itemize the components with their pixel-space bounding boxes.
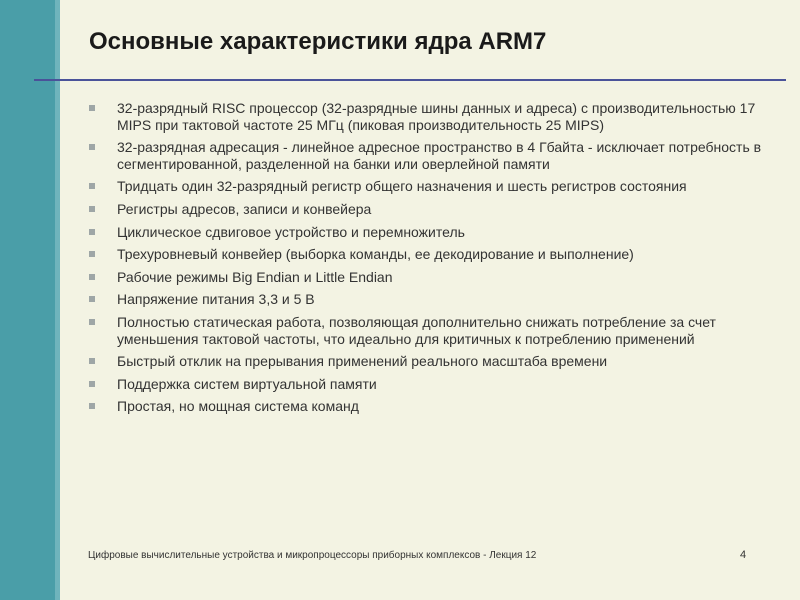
bullet-list bbox=[88, 100, 778, 421]
bullet-item bbox=[88, 139, 778, 172]
bullet-text: Циклическое сдвиговое устройство и перемножитель bbox=[117, 223, 465, 240]
bullet-text: Быстрый отклик на прерывания применений реального масштаба времени bbox=[117, 353, 608, 370]
bullet-text: Тридцать один 32-разрядный регистр общего назначения и шесть регистров состояния bbox=[117, 178, 687, 195]
square-bullet-icon bbox=[89, 229, 95, 235]
square-bullet-icon bbox=[89, 358, 95, 364]
square-bullet-icon bbox=[89, 403, 95, 409]
square-bullet-icon bbox=[89, 251, 95, 257]
slide-footer: Цифровые вычислительные устройства и микропроцессоры приборных комплексов - Лекция 12 bbox=[88, 550, 537, 561]
bullet-text: 32-разрядный RISC процессор (32-разрядные шины данных и адреса) с производительностью 17 MIPS при тактовой частоте 25 МГц (пиковая производительность 25 MIPS) bbox=[117, 100, 756, 133]
square-bullet-icon bbox=[89, 274, 95, 280]
left-accent-bar-edge bbox=[55, 0, 60, 600]
title-underline bbox=[34, 79, 786, 81]
square-bullet-icon bbox=[89, 296, 95, 302]
square-bullet-icon bbox=[89, 105, 95, 111]
bullet-item bbox=[88, 246, 778, 263]
bullet-text: Простая, но мощная система команд bbox=[117, 398, 359, 415]
bullet-text: Напряжение питания 3,3 и 5 В bbox=[117, 291, 315, 308]
square-bullet-icon bbox=[89, 381, 95, 387]
bullet-item bbox=[88, 291, 778, 308]
bullet-text: Трехуровневый конвейер (выборка команды, ее декодирование и выполнение) bbox=[117, 246, 634, 263]
bullet-text: 32-разрядная адресация - линейное адресное пространство в 4 Гбайта - исключает потребность в сегментированной, разделенной на банки или оверлейной памяти bbox=[117, 139, 762, 172]
bullet-text: Полностью статическая работа, позволяющая дополнительно снижать потребление за счет уменьшения тактовой частоты, что идеально для критичных к потреблению применений bbox=[117, 313, 716, 347]
bullet-text: Регистры адресов, записи и конвейера bbox=[117, 200, 372, 217]
bullet-text: Поддержка систем виртуальной памяти bbox=[117, 375, 377, 392]
bullet-item bbox=[88, 269, 778, 286]
square-bullet-icon bbox=[89, 319, 95, 325]
bullet-text: Рабочие режимы Big Endian и Little Endian bbox=[117, 268, 393, 285]
bullet-item bbox=[88, 100, 778, 133]
bullet-item bbox=[88, 376, 778, 393]
slide-title: Основные характеристики ядра ARM7 bbox=[89, 28, 547, 55]
bullet-item bbox=[88, 224, 778, 241]
bullet-item bbox=[88, 398, 778, 415]
square-bullet-icon bbox=[89, 144, 95, 150]
bullet-item bbox=[88, 178, 778, 195]
bullet-item bbox=[88, 201, 778, 218]
bullet-item bbox=[88, 353, 778, 370]
left-accent-bar bbox=[0, 0, 55, 600]
page-number: 4 bbox=[740, 549, 747, 561]
bullet-item bbox=[88, 314, 778, 347]
square-bullet-icon bbox=[89, 206, 95, 212]
square-bullet-icon bbox=[89, 183, 95, 189]
